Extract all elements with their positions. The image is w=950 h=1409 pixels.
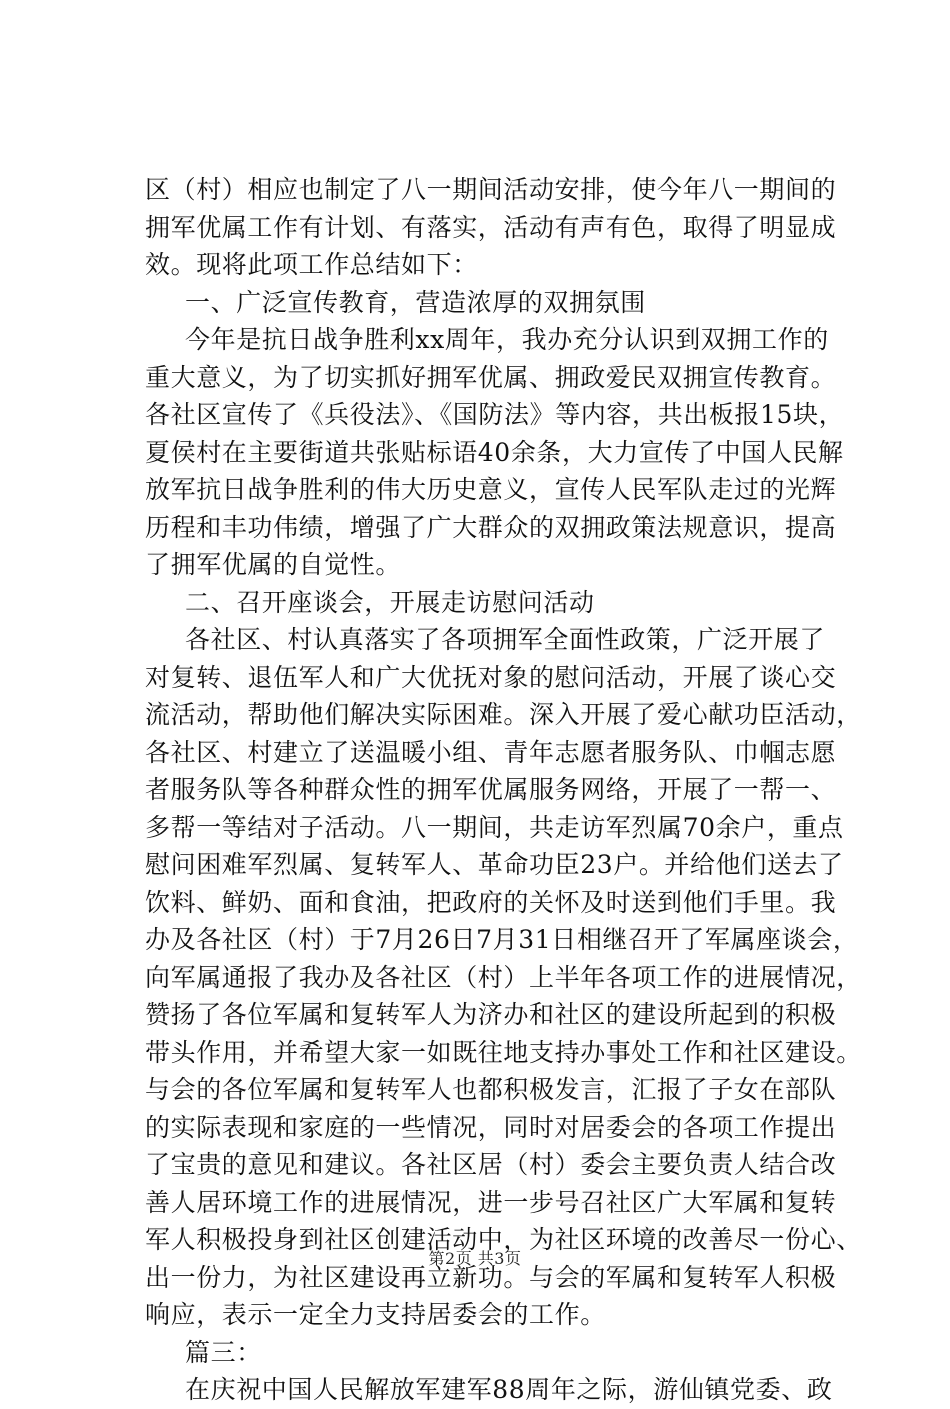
text-line: 各社区、村建立了送温暖小组、青年志愿者服务队、巾帼志愿 (145, 737, 837, 767)
text-line: 拥军优属工作有计划、有落实，活动有声有色，取得了明显成 (145, 212, 837, 242)
text-line: 历程和丰功伟绩，增强了广大群众的双拥政策法规意识，提高 (145, 512, 837, 542)
text-line: 者服务队等各种群众性的拥军优属服务网络，开展了一帮一、 (145, 775, 837, 804)
text-line: 各社区宣传了《兵役法》、《国防法》等内容，共出板报15块， (145, 400, 845, 429)
text-line: 区（村）相应也制定了八一期间活动安排，使今年八一期间的 (145, 175, 837, 204)
text-line: 效。现将此项工作总结如下： (145, 250, 478, 279)
paragraph-start: 今年是抗日战争胜利xx周年，我办充分认识到双拥工作的 (185, 325, 829, 354)
text-line: 的实际表现和家庭的一些情况，同时对居委会的各项工作提出 (145, 1112, 837, 1142)
document-body (145, 171, 862, 1409)
text-line: 向军属通报了我办及各社区（村）上半年各项工作的进展情况， (145, 962, 862, 992)
text-line: 放军抗日战争胜利的伟大历史意义，宣传人民军队走过的光辉 (145, 475, 837, 504)
section-heading-3: 篇三： (185, 1337, 262, 1367)
text-line: 出一份力，为社区建设再立新功。与会的军属和复转军人积极 (145, 1262, 837, 1292)
text-line: 带头作用，并希望大家一如既往地支持办事处工作和社区建设。 (145, 1037, 862, 1067)
text-line: 多帮一等结对子活动。八一期间，共走访军烈属70余户，重点 (145, 812, 844, 842)
text-line: 饮料、鲜奶、面和食油，把政府的关怀及时送到他们手里。我 (145, 887, 837, 917)
text-line: 了拥军优属的自觉性。 (145, 550, 402, 579)
text-line: 慰问困难军烈属、复转军人、革命功臣23户。并给他们送去了 (145, 850, 844, 879)
text-line: 办及各社区（村）于7月26日7月31日相继召开了军属座谈会， (145, 925, 859, 954)
paragraph-start: 在庆祝中国人民解放军建军88周年之际，游仙镇党委、政 (185, 1375, 833, 1404)
section-heading-1: 一、广泛宣传教育，营造浓厚的双拥氛围 (185, 287, 646, 317)
text-line: 与会的各位军属和复转军人也都积极发言，汇报了子女在部队 (145, 1075, 837, 1104)
section-heading-2: 二、召开座谈会，开展走访慰问活动 (185, 587, 595, 617)
page-number-footer: 第2页 共3页 (428, 1249, 522, 1268)
text-line: 军人积极投身到社区创建活动中，为社区环境的改善尽一份心、 (145, 1225, 862, 1254)
text-line: 了宝贵的意见和建议。各社区居（村）委会主要负责人结合改 (145, 1150, 837, 1179)
text-line: 对复转、退伍军人和广大优抚对象的慰问活动，开展了谈心交 (145, 662, 837, 692)
text-line: 流活动，帮助他们解决实际困难。深入开展了爱心献功臣活动， (145, 700, 862, 729)
text-line: 重大意义，为了切实抓好拥军优属、拥政爱民双拥宣传教育。 (145, 362, 837, 392)
text-line: 响应，表示一定全力支持居委会的工作。 (145, 1300, 606, 1329)
text-line: 夏侯村在主要街道共张贴标语40余条，大力宣传了中国人民解 (145, 437, 844, 467)
text-line: 赞扬了各位军属和复转军人为济办和社区的建设所起到的积极 (145, 1000, 837, 1029)
paragraph-start: 各社区、村认真落实了各项拥军全面性政策，广泛开展了 (185, 625, 826, 654)
text-line: 善人居环境工作的进展情况，进一步号召社区广大军属和复转 (145, 1187, 837, 1217)
